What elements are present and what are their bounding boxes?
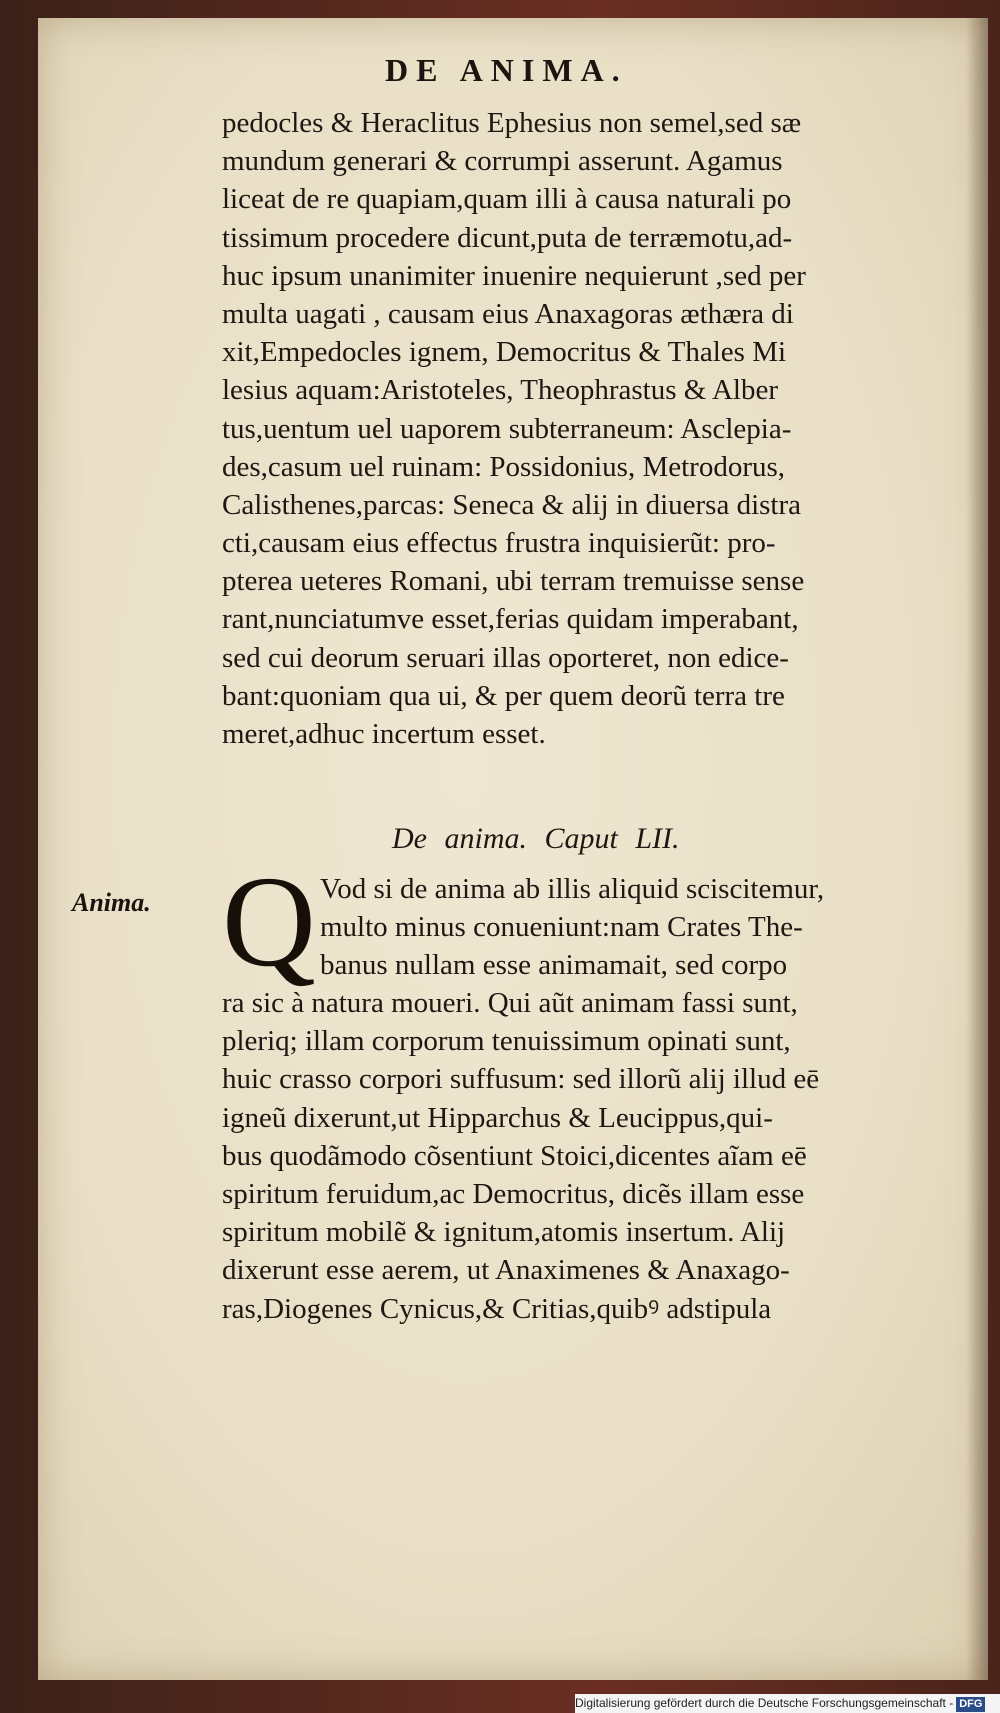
- text-line: des,casum uel ruinam: Possidonius, Metrodorus,: [222, 450, 786, 483]
- digitization-footer: [575, 1694, 1000, 1713]
- text-line: lesius aquam:Aristoteles, Theophrastus & Alber: [222, 374, 779, 407]
- text-line: cti,causam eius effectus frustra inquisierũt: pro-: [222, 527, 776, 560]
- text-line: spiritum feruidum,ac Democritus, dicẽs illam esse: [222, 1177, 805, 1210]
- text-line: mundum generari & corrumpi asserunt. Agamus: [222, 145, 783, 178]
- text-line: rant,nunciatumve esset,ferias quidam imperabant,: [222, 603, 799, 636]
- paragraph-one: [222, 104, 982, 753]
- text-line: dixerunt esse aerem, ut Anaximenes & Anaxago-: [222, 1254, 790, 1287]
- text-line: pleriq; illam corporum tenuissimum opinati sunt,: [222, 1025, 791, 1058]
- text-line: bus quodãmodo cõsentiunt Stoici,dicentes aĩam eē: [222, 1139, 807, 1172]
- text-line: multo minus conueniunt:nam Crates The-: [320, 911, 803, 944]
- dfg-logo: DFG: [956, 1697, 985, 1712]
- text-line: igneũ dixerunt,ut Hipparchus & Leucippus,qui-: [222, 1101, 773, 1134]
- running-head: DE ANIMA.: [385, 52, 628, 88]
- paragraph-two-indented: [320, 870, 980, 985]
- text-line: tissimum procedere dicunt,puta de terræmotu,ad-: [222, 221, 793, 254]
- chapter-heading: De anima. Caput LII.: [392, 822, 680, 855]
- margin-note: Anima.: [72, 888, 151, 917]
- text-line: meret,adhuc incertum esset.: [222, 718, 546, 750]
- footer-text: Digitalisierung gefördert durch die Deutsche Forschungsgemeinschaft -: [575, 1696, 954, 1710]
- text-line: Calisthenes,parcas: Seneca & alij in diuersa distra: [222, 488, 802, 521]
- text-line: xit,Empedocles ignem, Democritus & Thales Mi: [222, 336, 787, 369]
- text-line: sed cui deorum seruari illas oporteret, non edice-: [222, 641, 789, 674]
- text-line: banus nullam esse animamait, sed corpo: [320, 949, 788, 982]
- text-line: spiritum mobilẽ & ignitum,atomis insertum. Alij: [222, 1216, 786, 1249]
- text-line: huic crasso corpori suffusum: sed illorũ alij illud eē: [222, 1063, 820, 1096]
- text-line: Vod si de anima ab illis aliquid sciscitemur,: [320, 873, 825, 905]
- text-line: huc ipsum unanimiter inuenire nequierunt ,sed per: [222, 259, 806, 292]
- text-line: multa uagati , causam eius Anaxagoras æthæra di: [222, 297, 794, 330]
- text-line: liceat de re quapiam,quam illi à causa naturali po: [222, 183, 792, 216]
- text-line: pedocles & Heraclitus Ephesius non semel,sed sæ: [222, 107, 802, 139]
- paragraph-two: [222, 984, 982, 1328]
- text-line: pterea ueteres Romani, ubi terram tremuisse sense: [222, 565, 805, 598]
- text-line: ras,Diogenes Cynicus,& Critias,quibꝰ adstipula: [222, 1292, 772, 1325]
- text-line: tus,uentum uel uaporem subterraneum: Asclepia-: [222, 412, 792, 445]
- drop-cap-initial: Q: [222, 850, 316, 994]
- text-line: ra sic à natura moueri. Qui aũt animam fassi sunt,: [222, 987, 798, 1019]
- text-line: bant:quoniam qua ui, & per quem deorũ terra tre: [222, 679, 785, 712]
